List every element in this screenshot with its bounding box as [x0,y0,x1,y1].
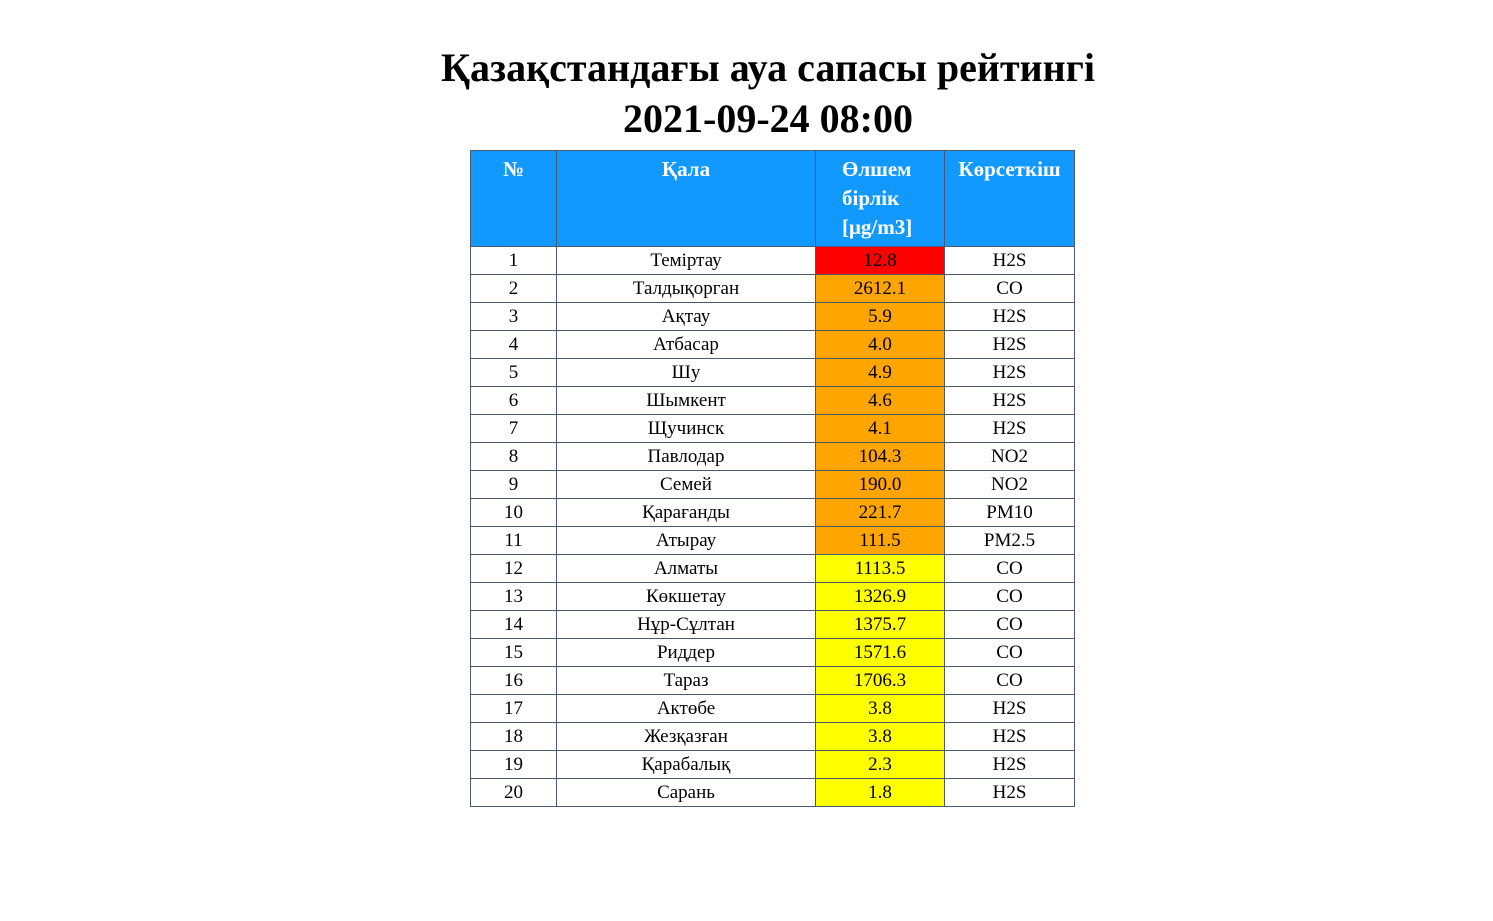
city-cell: Павлодар [557,443,816,471]
rank-cell: 12 [471,555,557,583]
city-cell: Атбасар [557,331,816,359]
city-cell: Ақтау [557,303,816,331]
value-cell: 4.6 [816,387,945,415]
table-row [471,779,1075,807]
value-cell: 1.8 [816,779,945,807]
value-cell: 221.7 [816,499,945,527]
value-cell: 1571.6 [816,639,945,667]
header-num: № [471,151,557,247]
rank-cell: 8 [471,443,557,471]
indicator-cell: CO [945,611,1075,639]
table-row [471,639,1075,667]
indicator-cell: PM2.5 [945,527,1075,555]
rank-cell: 6 [471,387,557,415]
indicator-cell: CO [945,583,1075,611]
value-cell: 5.9 [816,303,945,331]
indicator-cell: H2S [945,387,1075,415]
rank-cell: 15 [471,639,557,667]
header-city: Қала [557,151,816,247]
city-cell: Теміртау [557,247,816,275]
air-quality-table [470,150,1075,807]
indicator-cell: H2S [945,331,1075,359]
value-cell: 2.3 [816,751,945,779]
value-cell: 4.1 [816,415,945,443]
indicator-cell: H2S [945,359,1075,387]
table-header-row [471,151,1075,247]
table-row [471,723,1075,751]
rank-cell: 9 [471,471,557,499]
rank-cell: 20 [471,779,557,807]
rank-cell: 14 [471,611,557,639]
city-cell: Алматы [557,555,816,583]
table-row [471,527,1075,555]
report-datetime: 2021-09-24 08:00 [623,96,913,141]
indicator-cell: H2S [945,695,1075,723]
table-row [471,331,1075,359]
table-row [471,611,1075,639]
indicator-cell: H2S [945,723,1075,751]
value-cell: 4.0 [816,331,945,359]
table-row [471,443,1075,471]
header-unit [816,151,945,247]
value-cell: 4.9 [816,359,945,387]
rank-cell: 18 [471,723,557,751]
table-row [471,275,1075,303]
rank-cell: 4 [471,331,557,359]
rank-cell: 10 [471,499,557,527]
table-row [471,555,1075,583]
value-cell: 2612.1 [816,275,945,303]
city-cell: Көкшетау [557,583,816,611]
table-row [471,471,1075,499]
city-cell: Атырау [557,527,816,555]
table-row [471,303,1075,331]
page-title: Қазақстандағы ауа сапасы рейтингі [441,45,1095,90]
value-cell: 12.8 [816,247,945,275]
table-body [471,247,1075,807]
value-cell: 1706.3 [816,667,945,695]
indicator-cell: H2S [945,779,1075,807]
rank-cell: 5 [471,359,557,387]
indicator-cell: NO2 [945,471,1075,499]
city-cell: Жезқазған [557,723,816,751]
value-cell: 3.8 [816,695,945,723]
table-row [471,387,1075,415]
city-cell: Талдықорган [557,275,816,303]
table-row [471,359,1075,387]
indicator-cell: CO [945,667,1075,695]
rank-cell: 7 [471,415,557,443]
rank-cell: 11 [471,527,557,555]
city-cell: Қарағанды [557,499,816,527]
table-row [471,415,1075,443]
header-unit-line2: бірлік [842,186,900,210]
table-row [471,667,1075,695]
header-indicator: Көрсеткіш [945,151,1075,247]
city-cell: Семей [557,471,816,499]
city-cell: Шымкент [557,387,816,415]
value-cell: 1375.7 [816,611,945,639]
table-row [471,583,1075,611]
indicator-cell: CO [945,639,1075,667]
value-cell: 111.5 [816,527,945,555]
indicator-cell: H2S [945,247,1075,275]
city-cell: Нұр-Сұлтан [557,611,816,639]
city-cell: Қарабалық [557,751,816,779]
table-row [471,751,1075,779]
table-row [471,499,1075,527]
rank-cell: 19 [471,751,557,779]
value-cell: 190.0 [816,471,945,499]
city-cell: Шу [557,359,816,387]
header-unit-line3: [μg/m3] [842,215,913,239]
rank-cell: 1 [471,247,557,275]
city-cell: Щучинск [557,415,816,443]
value-cell: 3.8 [816,723,945,751]
rank-cell: 3 [471,303,557,331]
rank-cell: 13 [471,583,557,611]
indicator-cell: PM10 [945,499,1075,527]
table-row [471,247,1075,275]
indicator-cell: H2S [945,303,1075,331]
city-cell: Риддер [557,639,816,667]
value-cell: 104.3 [816,443,945,471]
value-cell: 1326.9 [816,583,945,611]
city-cell: Сарань [557,779,816,807]
indicator-cell: NO2 [945,443,1075,471]
city-cell: Актөбе [557,695,816,723]
table-row [471,695,1075,723]
indicator-cell: CO [945,275,1075,303]
value-cell: 1113.5 [816,555,945,583]
indicator-cell: CO [945,555,1075,583]
header-unit-line1: Өлшем [842,157,912,181]
city-cell: Тараз [557,667,816,695]
rank-cell: 2 [471,275,557,303]
indicator-cell: H2S [945,751,1075,779]
rank-cell: 17 [471,695,557,723]
indicator-cell: H2S [945,415,1075,443]
rank-cell: 16 [471,667,557,695]
